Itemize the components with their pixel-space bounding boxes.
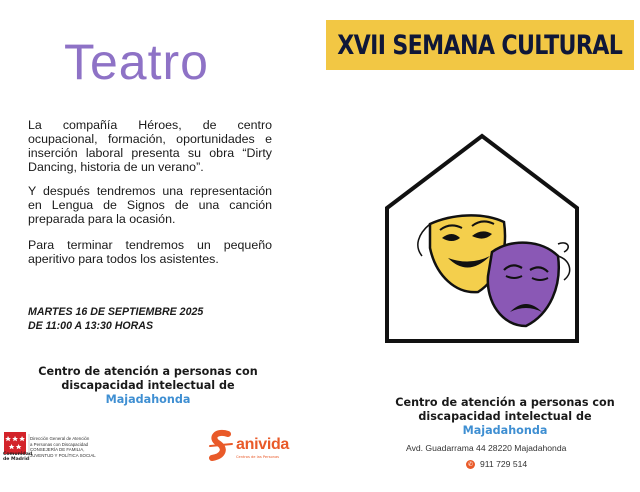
paragraph-aperitivo: Para terminar tendremos un pequeño aperitivo para todos los asistentes. bbox=[28, 238, 272, 266]
center-line-2: discapacidad intelectual de bbox=[61, 379, 235, 392]
paragraph-sign-language: Y después tendremos una representación en Lengua de Signos de una canción preparada para la ocasión. bbox=[28, 184, 272, 226]
right-panel bbox=[322, 0, 640, 492]
center-line-2: discapacidad intelectual de bbox=[418, 410, 592, 423]
comunidad-text-3: CONSEJERÍA DE FAMILIA, bbox=[30, 447, 85, 453]
paragraph-company: La compañía Héroes, de centro ocupacional, formación, oportunidades e inserción laboral presenta su obra “Dirty Dancing, historia de un verano”. bbox=[28, 118, 272, 174]
comunidad-name-2: de Madrid bbox=[3, 457, 30, 462]
center-info-right bbox=[374, 396, 636, 438]
comunidad-text-1: Dirección General de Atención bbox=[30, 436, 90, 441]
banner bbox=[326, 20, 634, 70]
left-panel bbox=[0, 0, 302, 492]
phone-number: 911 729 514 bbox=[480, 459, 528, 469]
comunidad-text-4: JUVENTUD Y POLÍTICA SOCIAL bbox=[30, 452, 96, 458]
address: Avd. Guadarrama 44 28220 Majadahonda bbox=[406, 443, 567, 453]
center-line-1: Centro de atención a personas con bbox=[395, 396, 615, 409]
center-name: Majadahonda bbox=[462, 424, 548, 437]
comunidad-text-2: a Personas con Discapacidad bbox=[30, 441, 89, 447]
comunidad-name-1: Comunidad bbox=[3, 452, 33, 457]
comunidad-text bbox=[30, 436, 96, 458]
sanivida-tagline: Centros de las Personas bbox=[236, 455, 280, 459]
phone-icon: ✆ bbox=[467, 460, 474, 468]
theater-masks-house-illustration bbox=[382, 130, 582, 344]
center-name: Majadahonda bbox=[105, 393, 191, 406]
sad-mask-icon bbox=[488, 243, 570, 326]
comunidad-name bbox=[3, 452, 32, 462]
banner-title: XVII SEMANA CULTURAL bbox=[337, 29, 623, 61]
center-info-left bbox=[20, 365, 276, 407]
phone-row bbox=[466, 459, 527, 469]
time-line: DE 11:00 A 13:30 HORAS bbox=[28, 320, 154, 332]
date-line: MARTES 16 DE SEPTIEMBRE 2025 bbox=[28, 306, 204, 318]
center-line-1: Centro de atención a personas con bbox=[38, 365, 258, 378]
sanivida-name: anivida bbox=[236, 436, 290, 453]
event-date bbox=[28, 305, 288, 333]
page-title: Teatro bbox=[64, 34, 209, 90]
